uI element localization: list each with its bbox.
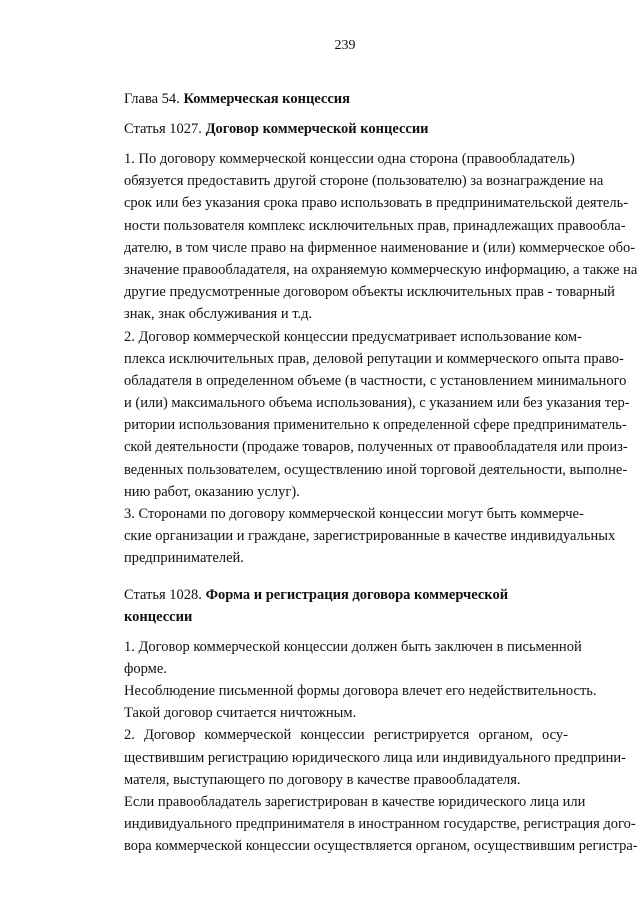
article-1027-paragraph-3 [124,503,616,570]
article-1028-paragraph-1 [124,636,582,680]
text-line: ритории использования применительно к определенной сфере предприниматель- [124,417,627,434]
text-line: плекса исключительных прав, деловой репутации и коммерческого опыта право- [124,350,624,367]
text-line: ности пользователя комплекс исключительных прав, принадлежащих правообла- [124,217,626,234]
text-line: значение правообладателя, на охраняемую коммерческую информацию, а также на [124,261,638,278]
text-line: 1. По договору коммерческой концессии одна сторона (правообладатель) [124,151,575,167]
text-line: 3. Сторонами по договору коммерческой концессии могут быть коммерче- [124,506,584,522]
text-line: ской деятельности (продаже товаров, полученных от правообладателя или произ- [124,439,628,456]
article-1028-paragraph-3 [124,724,626,791]
article-1027-title: Договор коммерческой концессии [205,121,429,137]
text-line: срок или без указания срока право использовать в предпринимательской деятель- [124,195,629,212]
article-1028-title: Форма и регистрация договора коммерческой концессии [124,586,509,625]
text-line: дателю, в том числе право на фирменное наименование и (или) коммерческое обо- [124,239,636,256]
text-line: ществившим регистрацию юридического лица или индивидуального предприни- [124,749,626,766]
text-line: мателя, выступающего по договору в качестве правообладателя. [124,771,521,788]
article-1027-label: Статья 1027. [124,121,202,137]
chapter-title: Коммерческая концессия [183,91,350,107]
text-line: вора коммерческой концессии осуществляется органом, осуществившим регистра- [124,838,638,855]
chapter-heading [124,88,568,110]
text-line: обладателя в определенном объеме (в частности, с установлением минимального [124,372,627,389]
article-1028-paragraph-2 [124,680,597,724]
text-line: другие предусмотренные договором объекты исключительных прав - товарный [124,284,615,301]
article-1027-heading [124,118,568,140]
text-line: и (или) максимального объема использования), с указанием или без указания тер- [124,395,630,412]
text-line: 2. Договор коммерческой концессии регистрируется органом, осу- [124,727,568,744]
text-line: Такой договор считается ничтожным. [124,705,357,722]
text-line: 2. Договор коммерческой концессии предусматривает использование ком- [124,328,582,345]
text-line: предпринимателей. [124,550,244,567]
page-number: 239 [334,38,356,53]
document-body [124,88,638,857]
text-line: форме. [124,660,167,677]
article-1027-paragraph-2 [124,326,630,504]
article-1028-label: Статья 1028. [124,586,202,603]
text-line: индивидуального предпринимателя в иностранном государстве, регистрация дого- [124,816,636,833]
text-line: обязуется предоставить другой стороне (пользователю) за вознаграждение на [124,173,604,190]
text-line: знак, знак обслуживания и т.д. [124,306,313,323]
text-line: 1. Договор коммерческой концессии должен быть заключен в письменной [124,638,582,655]
text-line: ские организации и граждане, зарегистрированные в качестве индивидуальных [124,528,616,545]
chapter-label: Глава 54. [124,91,180,107]
text-line: Несоблюдение письменной формы договора влечет его недействительность. [124,682,597,699]
article-1027-paragraph-1 [124,148,638,326]
text-line: веденных пользователем, осуществлению иной торговой деятельности, выполне- [124,461,628,478]
article-1028-heading [124,584,568,628]
text-line: нию работ, оказанию услуг). [124,483,300,500]
article-1028-paragraph-4 [124,791,638,858]
text-line: Если правообладатель зарегистрирован в качестве юридического лица или [124,793,586,810]
